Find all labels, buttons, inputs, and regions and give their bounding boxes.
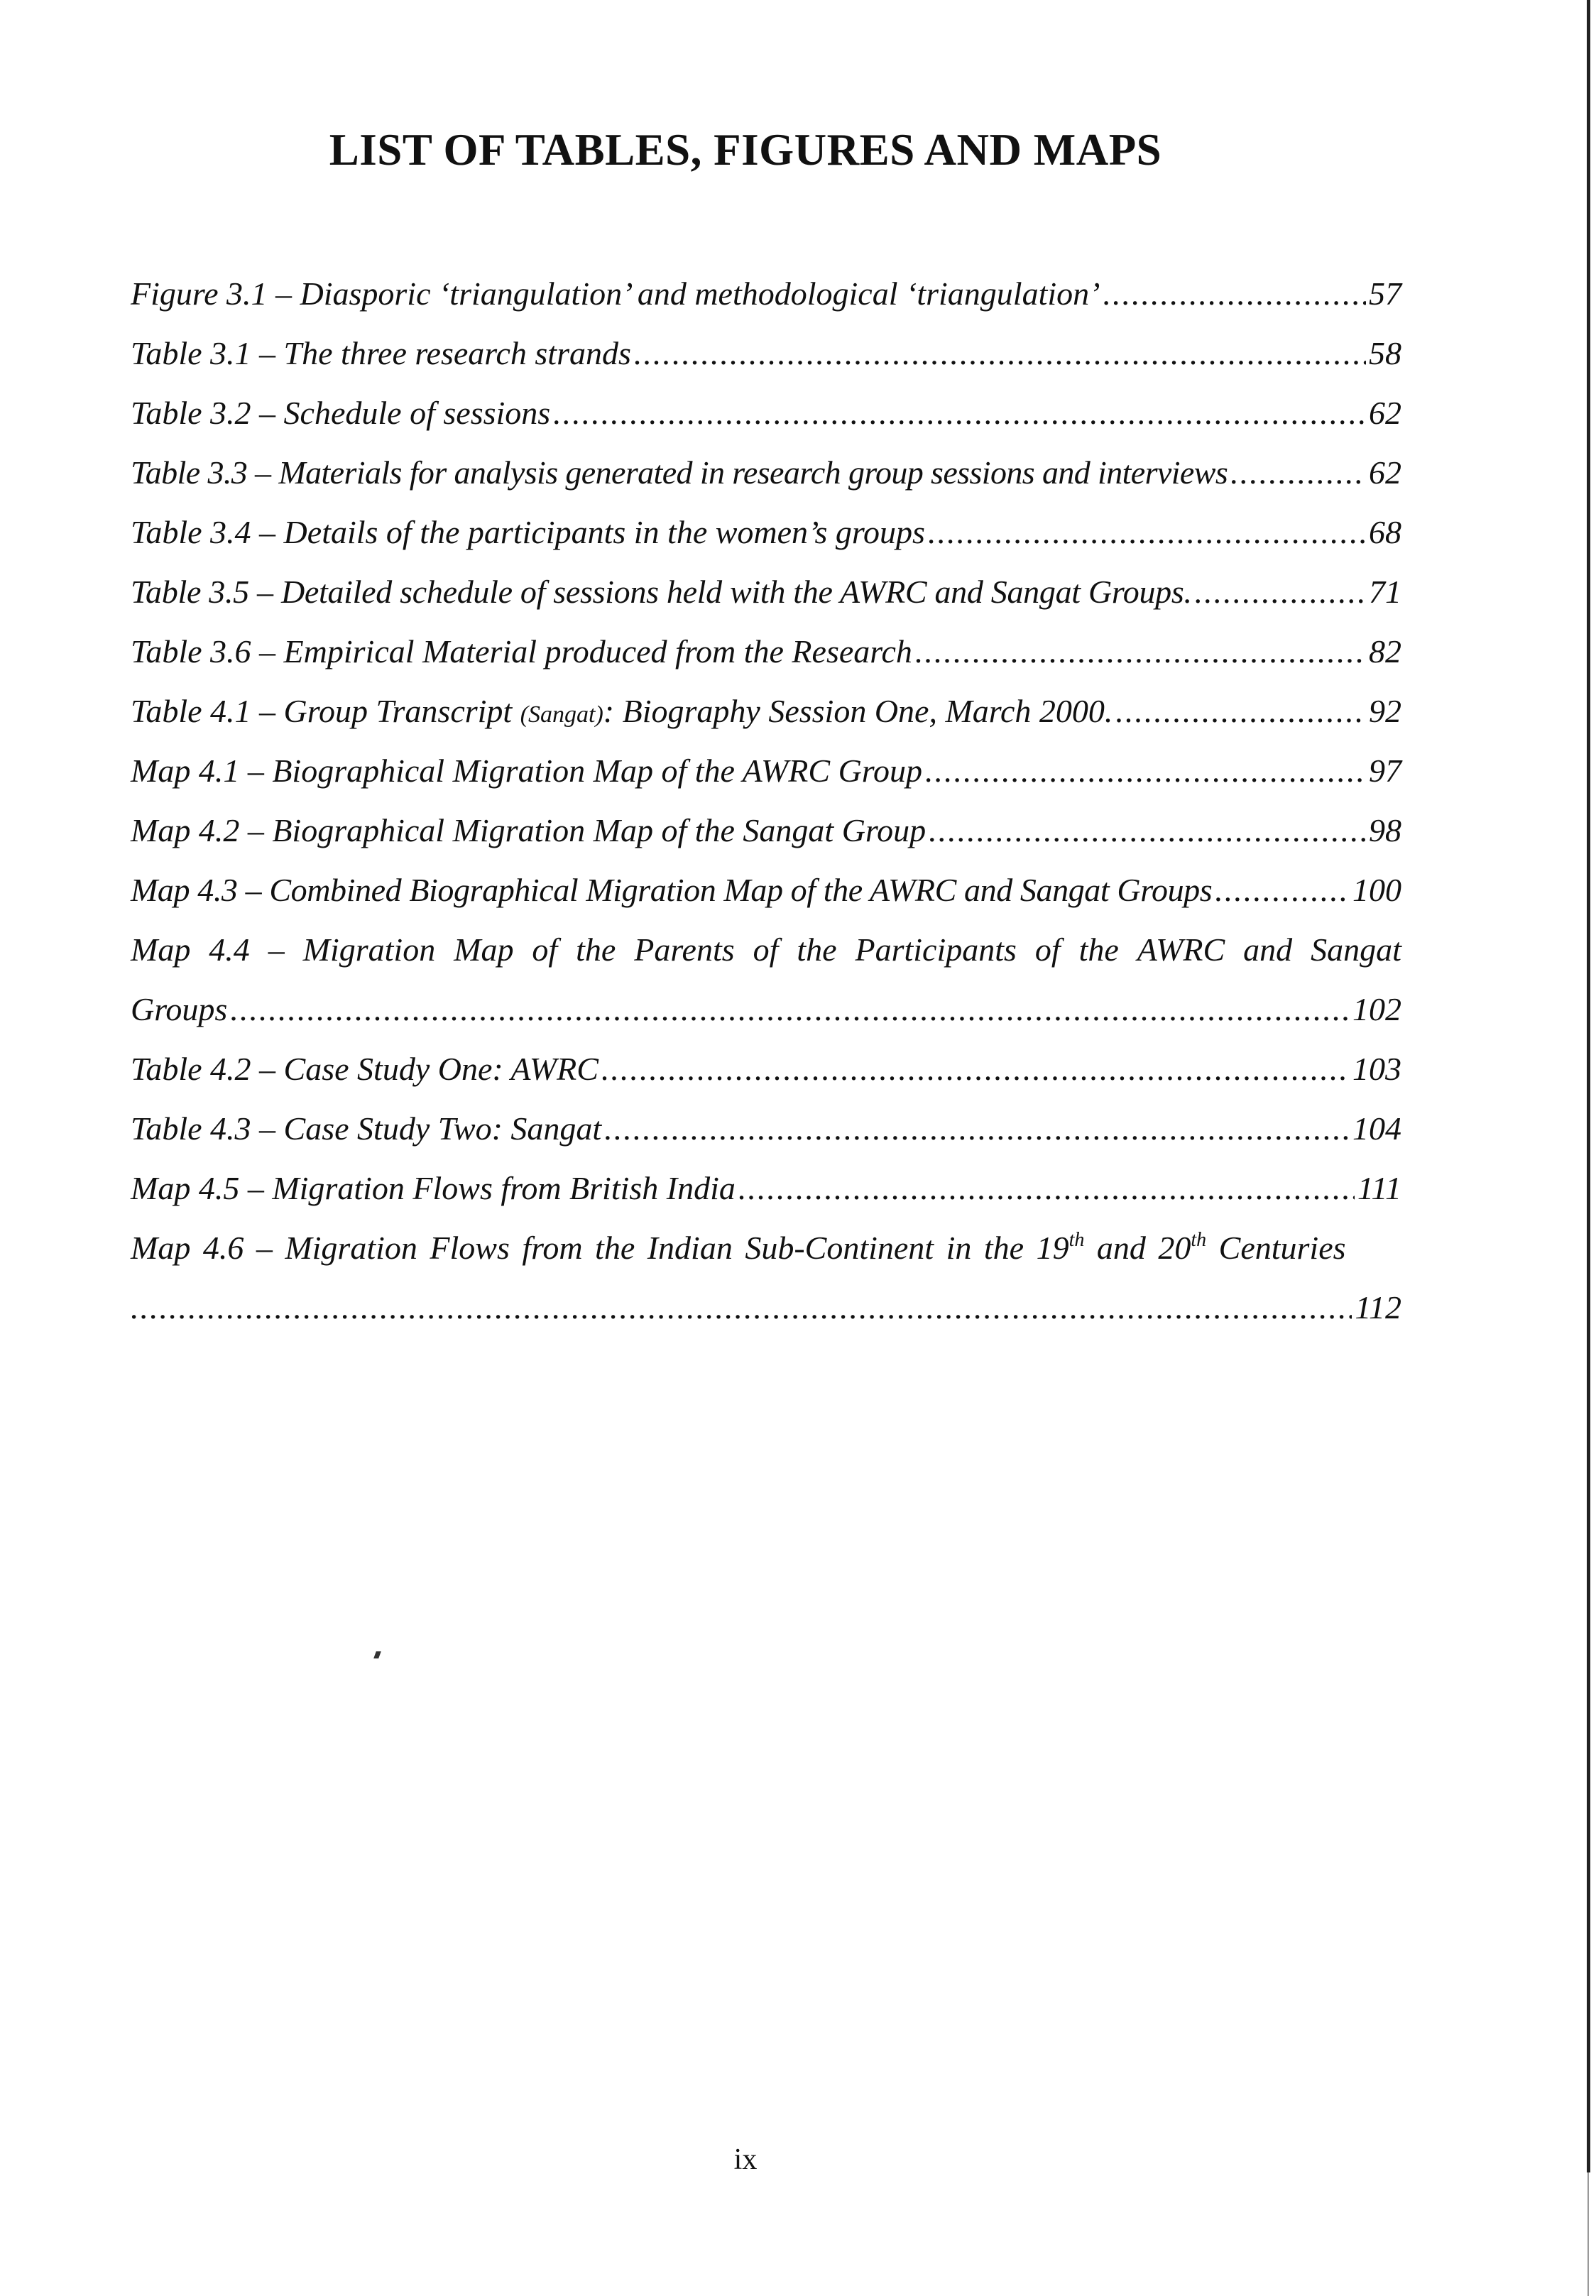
toc-entry[interactable]: [131, 324, 1401, 383]
toc-entry-label: Table 3.3 – Materials for analysis generated in research group sessions and interviews: [131, 454, 1228, 491]
toc-entry-label: Figure 3.1 – Diasporic ‘triangulation’ and methodological ‘triangulation’: [131, 275, 1100, 312]
toc-entry[interactable]: [131, 920, 1401, 1039]
toc-entry-page: 97: [1369, 753, 1401, 789]
label-small-part: (Sangat): [520, 701, 603, 728]
toc-entry[interactable]: [131, 622, 1401, 682]
toc-entry-label: Map 4.3 – Combined Biographical Migration Map of the AWRC and Sangat Groups: [131, 872, 1213, 908]
toc-entry-page: 112: [1355, 1289, 1401, 1325]
toc-entry-page: 82: [1369, 633, 1401, 669]
word: –: [268, 931, 285, 968]
scan-edge-faint: [1587, 2172, 1589, 2296]
toc-entry[interactable]: [131, 682, 1401, 741]
toc-entry-page: 92: [1369, 693, 1401, 729]
word: Sangat: [1311, 931, 1401, 968]
toc-entry-label: [131, 682, 1113, 745]
dot-leader: [1115, 682, 1366, 741]
label-part: Table 4.1 – Group Transcript: [131, 693, 520, 729]
toc-entry-label: Table 3.6 – Empirical Material produced from the Research: [131, 633, 912, 669]
dot-leader: [131, 1278, 1352, 1338]
superscript: th: [1191, 1229, 1207, 1251]
dot-leader: [925, 741, 1366, 801]
toc-entry[interactable]: [131, 503, 1401, 562]
toc-entry-line1: [131, 1218, 1401, 1278]
toc-entry[interactable]: [131, 443, 1401, 503]
word: Map: [131, 931, 191, 968]
word: Map: [454, 931, 514, 968]
toc-list: [131, 264, 1401, 1338]
toc-entry-label: Groups: [131, 991, 228, 1027]
label-part: and 20: [1084, 1230, 1191, 1266]
toc-entry-label: Map 4.5 – Migration Flows from British India: [131, 1170, 736, 1206]
toc-entry-page: 58: [1369, 335, 1401, 371]
toc-entry-page: 111: [1357, 1170, 1401, 1206]
toc-entry-page: 104: [1352, 1110, 1401, 1147]
toc-entry-page: 68: [1369, 514, 1401, 550]
dot-leader: [1195, 562, 1366, 622]
dot-leader: [915, 622, 1366, 682]
toc-entry[interactable]: [131, 1099, 1401, 1159]
dot-leader: [929, 801, 1366, 860]
label-part: : Biography Session One, March 2000.: [603, 693, 1113, 729]
toc-entry-label: Table 4.2 – Case Study One: AWRC: [131, 1051, 598, 1087]
toc-entry-page: 98: [1369, 812, 1401, 848]
toc-entry[interactable]: [131, 1159, 1401, 1218]
label-part: Map 4.6 – Migration Flows from the Indian Sub-Continent in the 19: [131, 1230, 1069, 1266]
toc-entry-label: Table 3.4 – Details of the participants in the women’s groups: [131, 514, 925, 550]
toc-entry[interactable]: [131, 264, 1401, 324]
dot-leader: [553, 383, 1366, 443]
toc-entry[interactable]: [131, 860, 1401, 920]
word: the: [576, 931, 616, 968]
scan-edge: [1587, 0, 1590, 2172]
dot-leader: [604, 1099, 1350, 1159]
toc-entry[interactable]: [131, 562, 1401, 622]
toc-entry-page: 102: [1352, 991, 1401, 1027]
dot-leader: [928, 503, 1366, 562]
word: Parents: [634, 931, 735, 968]
dot-leader: [738, 1159, 1355, 1218]
toc-entry-label: Table 3.5 – Detailed schedule of sessions held with the AWRC and Sangat Groups.: [131, 574, 1192, 610]
toc-entry-label: Table 3.1 – The three research strands: [131, 335, 631, 371]
toc-entry-page: 62: [1369, 454, 1401, 491]
word: Migration: [302, 931, 436, 968]
toc-entry-line1: [131, 920, 1401, 980]
toc-entry[interactable]: [131, 801, 1401, 860]
word: the: [1078, 931, 1119, 968]
word: and: [1243, 931, 1293, 968]
toc-entry[interactable]: [131, 383, 1401, 443]
dot-leader: [1215, 860, 1350, 920]
toc-entry-label: Table 3.2 – Schedule of sessions: [131, 395, 551, 431]
toc-entry-page: 62: [1369, 395, 1401, 431]
page-number: ix: [733, 2143, 758, 2176]
toc-entry-label: Map 4.1 – Biographical Migration Map of the AWRC Group: [131, 753, 923, 789]
dot-leader: [601, 1039, 1350, 1099]
word: of: [532, 931, 558, 968]
word: 4.4: [209, 931, 250, 968]
stray-mark: [373, 1651, 381, 1658]
toc-entry[interactable]: [131, 741, 1401, 801]
toc-entry-label: [131, 1218, 1346, 1278]
dot-leader: [230, 980, 1350, 1039]
dot-leader: [634, 324, 1366, 383]
toc-entry-line2: [131, 1278, 1401, 1338]
toc-entry[interactable]: [131, 1218, 1401, 1338]
toc-entry-label: Table 4.3 – Case Study Two: Sangat: [131, 1110, 602, 1147]
superscript: th: [1068, 1229, 1085, 1251]
toc-entry-line2: [131, 980, 1401, 1039]
word: AWRC: [1137, 931, 1225, 968]
word: of: [1034, 931, 1061, 968]
toc-entry-label: Map 4.2 – Biographical Migration Map of the Sangat Group: [131, 812, 927, 848]
page-title: LIST OF TABLES, FIGURES AND MAPS: [329, 125, 1162, 175]
toc-entry-page: 103: [1352, 1051, 1401, 1087]
word: of: [753, 931, 779, 968]
label-part: Centuries: [1206, 1230, 1346, 1266]
toc-entry-page: 100: [1352, 872, 1401, 908]
toc-entry-page: 71: [1369, 574, 1401, 610]
word: the: [797, 931, 837, 968]
toc-entry[interactable]: [131, 1039, 1401, 1099]
dot-leader: [1230, 443, 1366, 503]
toc-entry-page: 57: [1369, 275, 1401, 312]
word: Participants: [855, 931, 1017, 968]
dot-leader: [1103, 264, 1366, 324]
